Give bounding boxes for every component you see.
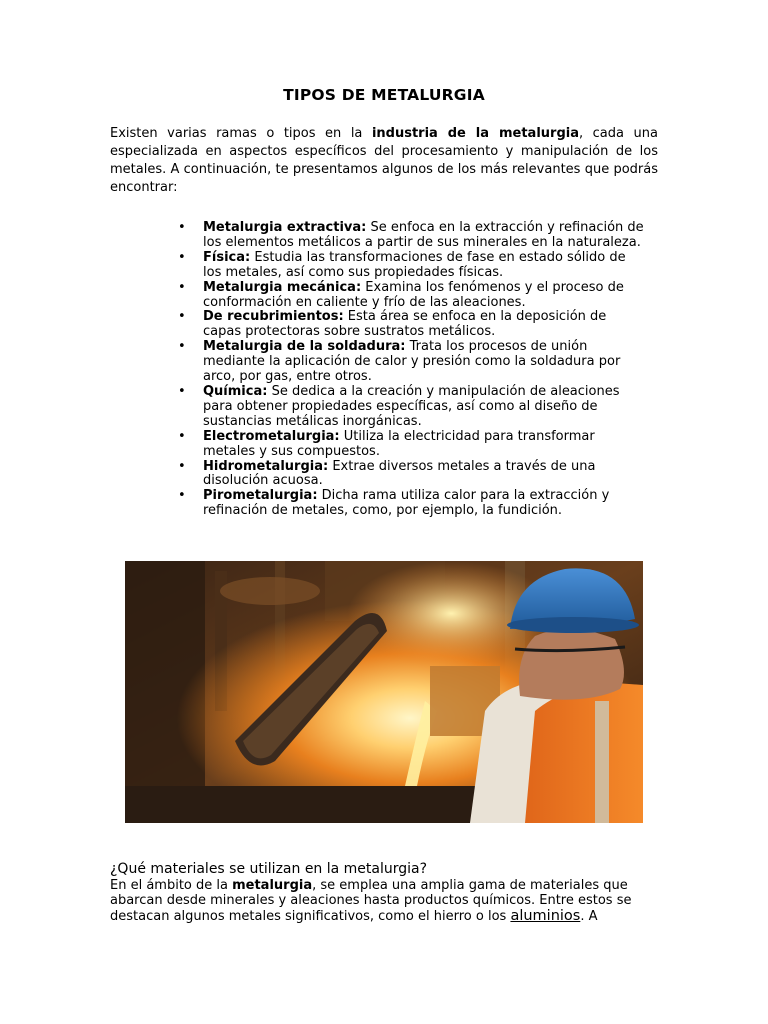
para2-text-middle: , se emplea una amplia gama de materiales que abarcan desde minerales y aleaciones hasta productos químicos. Entre estos se destacan algunos metales significativos, como el hierro o los bbox=[110, 878, 632, 924]
foundry-worker-illustration bbox=[125, 561, 643, 823]
list-item-term: Electrometalurgia: bbox=[203, 428, 340, 444]
list-item-term: Hidrometalurgia: bbox=[203, 458, 329, 474]
bullet: • bbox=[178, 249, 186, 265]
list-item-term: Metalurgia mecánica: bbox=[203, 279, 362, 295]
bullet: • bbox=[178, 220, 186, 235]
list-item-term: Química: bbox=[203, 383, 268, 399]
document-title: TIPOS DE METALURGIA bbox=[283, 86, 485, 104]
list-item bbox=[178, 430, 648, 460]
bullet: • bbox=[178, 309, 186, 325]
aluminios-link[interactable]: aluminios bbox=[510, 907, 581, 924]
list-item-term: Metalurgia extractiva: bbox=[203, 220, 367, 235]
list-item-text: Se dedica a la creación y manipulación de aleaciones para obtener propiedades específicas, así como al diseño de sustancias metálicas inorgánicas. bbox=[203, 383, 620, 429]
list-item-text: Examina los fenómenos y el proceso de conformación en caliente y frío de las aleaciones. bbox=[203, 279, 624, 310]
para2-bold-word: metalurgia bbox=[232, 878, 313, 893]
list-item bbox=[178, 251, 648, 281]
list-item-text: Trata los procesos de unión mediante la aplicación de calor y presión como la soldadura por arco, por gas, entre otros. bbox=[203, 339, 621, 385]
intro-text-before: Existen varias ramas o tipos en la bbox=[110, 126, 372, 141]
list-item-text: Esta área se enfoca en la deposición de capas protectoras sobre sustratos metálicos. bbox=[203, 309, 607, 340]
list-item-text: Utiliza la electricidad para transformar metales y sus compuestos. bbox=[203, 428, 595, 459]
list-item-text: Se enfoca en la extracción y refinación de los elementos metálicos a partir de sus minerales en la naturaleza. bbox=[203, 220, 644, 250]
list-item-term: Pirometalurgia: bbox=[203, 488, 318, 504]
bullet: • bbox=[178, 279, 186, 295]
list-item-term: De recubrimientos: bbox=[203, 309, 344, 325]
foundry-photo bbox=[125, 561, 643, 823]
para2-text-before: En el ámbito de la bbox=[110, 878, 233, 893]
list-item bbox=[178, 340, 648, 385]
para2-text-after: . A bbox=[580, 908, 598, 924]
bullet: • bbox=[178, 383, 186, 399]
intro-text-after: , cada una especializada en aspectos específicos del procesamiento y manipulación de los metales. A continuación, te presentamos algunos de los más relevantes que podrás encontrar: bbox=[110, 126, 658, 195]
intro-bold-phrase: industria de la metalurgia bbox=[371, 126, 579, 141]
list-item bbox=[178, 221, 648, 251]
list-item bbox=[178, 281, 648, 311]
list-item bbox=[178, 385, 648, 430]
list-item-term: Física: bbox=[203, 249, 251, 265]
bullet: • bbox=[178, 428, 186, 444]
bullet: • bbox=[178, 488, 186, 504]
materials-paragraph bbox=[110, 878, 658, 924]
list-item-term: Metalurgia de la soldadura: bbox=[203, 339, 406, 355]
list-item bbox=[178, 460, 648, 490]
intro-paragraph bbox=[110, 125, 658, 197]
list-item-text: Extrae diversos metales a través de una disolución acuosa. bbox=[203, 458, 596, 489]
bullet: • bbox=[178, 458, 186, 474]
list-item bbox=[178, 489, 648, 519]
metallurgy-types-list bbox=[178, 221, 648, 519]
list-item bbox=[178, 310, 648, 340]
list-item-text: Dicha rama utiliza calor para la extracción y refinación de metales, como, por ejemplo, la fundición. bbox=[203, 488, 610, 519]
bullet: • bbox=[178, 339, 186, 355]
list-item-text: Estudia las transformaciones de fase en estado sólido de los metales, así como sus propiedades físicas. bbox=[203, 249, 626, 280]
section-heading: ¿Qué materiales se utilizan en la metalurgia? bbox=[110, 861, 428, 877]
